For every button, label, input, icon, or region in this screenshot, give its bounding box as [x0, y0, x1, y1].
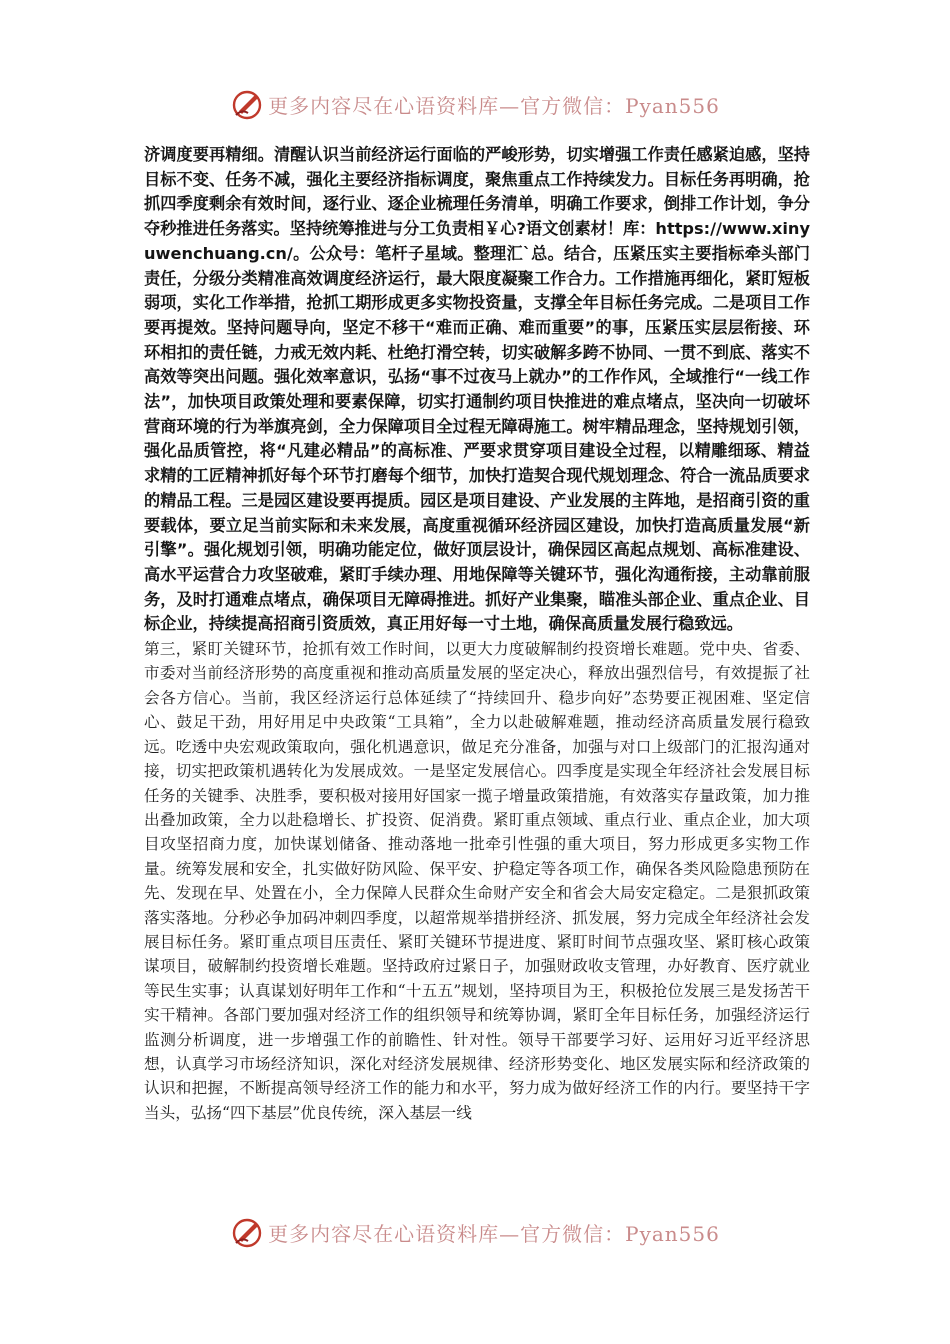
- header-banner-text: 更多内容尽在心语资料库—官方微信：Pyan556: [268, 93, 720, 118]
- document-body: [144, 143, 810, 1125]
- paragraph-regular: 第三，紧盯关键环节，抢抓有效工作时间，以更大力度破解制约投资增长难题。党中央、省委、市委对当前经济形势的高度重视和推动高质量发展的坚定决心，释放出强烈信号，有效提振了社会各方信心。当前，我区经济运行总体延续了“持续回升、稳步向好”态势要正视困难、坚定信心、鼓足干劲，用好用足中央政策“工具箱”，全力以赴破解难题，推动经济高质量发展行稳致远。吃透中央宏观政策取向，强化机遇意识，做足充分准备，加强与对口上级部门的汇报沟通对接，切实把政策机遇转化为发展成效。一是坚定发展信心。四季度是实现全年经济社会发展目标任务的关键季、决胜季，要积极对接用好国家一揽子增量政策措施，有效落实存量政策，加力推出叠加政策，全力以赴稳增长、扩投资、促消费。紧盯重点领域、重点行业、重点企业，加大项目攻坚招商力度，加快谋划储备、推动落地一批牵引性强的重大项目，努力形成更多实物工作量。统筹发展和安全，扎实做好防风险、保平安、护稳定等各项工作，确保各类风险隐患预防在先、发现在早、处置在小，全力保障人民群众生命财产安全和省会大局安定稳定。二是狠抓政策落实落地。分秒必争加码冲刺四季度，以超常规举措拼经济、抓发展，努力完成全年经济社会发展目标任务。紧盯重点项目压责任、紧盯关键环节提进度、紧盯时间节点强攻坚、紧盯核心政策谋项目，破解制约投资增长难题。坚持政府过紧日子，加强财政收支管理，办好教育、医疗就业等民生实事；认真谋划好明年工作和“十五五”规划，坚持项目为王，积极抢位发展三是发扬苦干实干精神。各部门要加强对经济工作的组织领导和统筹协调，紧盯全年目标任务，加强经济运行监测分析调度，进一步增强工作的前瞻性、针对性。领导干部要学习好、运用好习近平经济思想，认真学习市场经济知识，深化对经济发展规律、经济形势变化、地区发展实际和经济政策的认识和把握，不断提高领导经济工作的能力和水平，努力成为做好经济工作的内行。要坚持干字当头，弘扬“四下基层”优良传统，深入基层一线: [144, 640, 810, 1122]
- paragraph-bold: 济调度要再精细。清醒认识当前经济运行面临的严峻形势，切实增强工作责任感紧迫感，坚持目标不变、任务不减，强化主要经济指标调度，聚焦重点工作持续发力。目标任务再明确，抢抓四季度剩余有效时间，逐行业、逐企业梳理任务清单，明确工作要求，倒排工作计划，争分夺秒推进任务落实。坚持统筹推进与分工负责相￥心?语文创素材！库：https://www.xinyuwenchuang.cn/。公众号：笔杆子星域。整理汇`总。结合，压紧压实主要指标牵头部门责任，分级分类精准高效调度经济运行，最大限度凝聚工作合力。工作措施再细化，紧盯短板弱项，实化工作举措，抢抓工期形成更多实物投资量，支撑全年目标任务完成。二是项目工作要再提效。坚持问题导向，坚定不移干“难而正确、难而重要”的事，压紧压实层层衔接、环环相扣的责任链，力戒无效内耗、杜绝打滑空转，切实破解多跨不协同、一贯不到底、落实不高效等突出问题。强化效率意识，弘扬“事不过夜马上就办”的工作作风，全域推行“一线工作法”，加快项目政策处理和要素保障，切实打通制约项目快推进的难点堵点，坚决向一切破坏营商环境的行为举旗亮剑，全力保障项目全过程无障碍施工。树牢精品理念，坚持规划引领，强化品质管控，将“凡建必精品”的高标准、严要求贯穿项目建设全过程，以精雕细琢、精益求精的工匠精神抓好每个环节打磨每个细节，加快打造契合现代规划理念、符合一流品质要求的精品工程。三是园区建设要再提质。园区是项目建设、产业发展的主阵地，是招商引资的重要载体，要立足当前实际和未来发展，高度重视循环经济园区建设，加快打造高质量发展“新引擎”。强化规划引领，明确功能定位，做好顶层设计，确保园区高起点规划、高标准建设、高水平运营合力攻坚破难，紧盯手续办理、用地保障等关键环节，强化沟通衔接，主动靠前服务，及时打通难点堵点，确保项目无障碍推进。抓好产业集聚，瞄准头部企业、重点企业、目标企业，持续提高招商引资质效，真正用好每一寸土地，确保高质量发展行稳致远。: [144, 145, 810, 634]
- footer-banner-text: 更多内容尽在心语资料库—官方微信：Pyan556: [268, 1221, 720, 1246]
- pen-logo-icon: [230, 87, 264, 121]
- header-banner: [0, 84, 950, 124]
- pen-logo-icon: [230, 1215, 264, 1249]
- footer-banner: [0, 1212, 950, 1252]
